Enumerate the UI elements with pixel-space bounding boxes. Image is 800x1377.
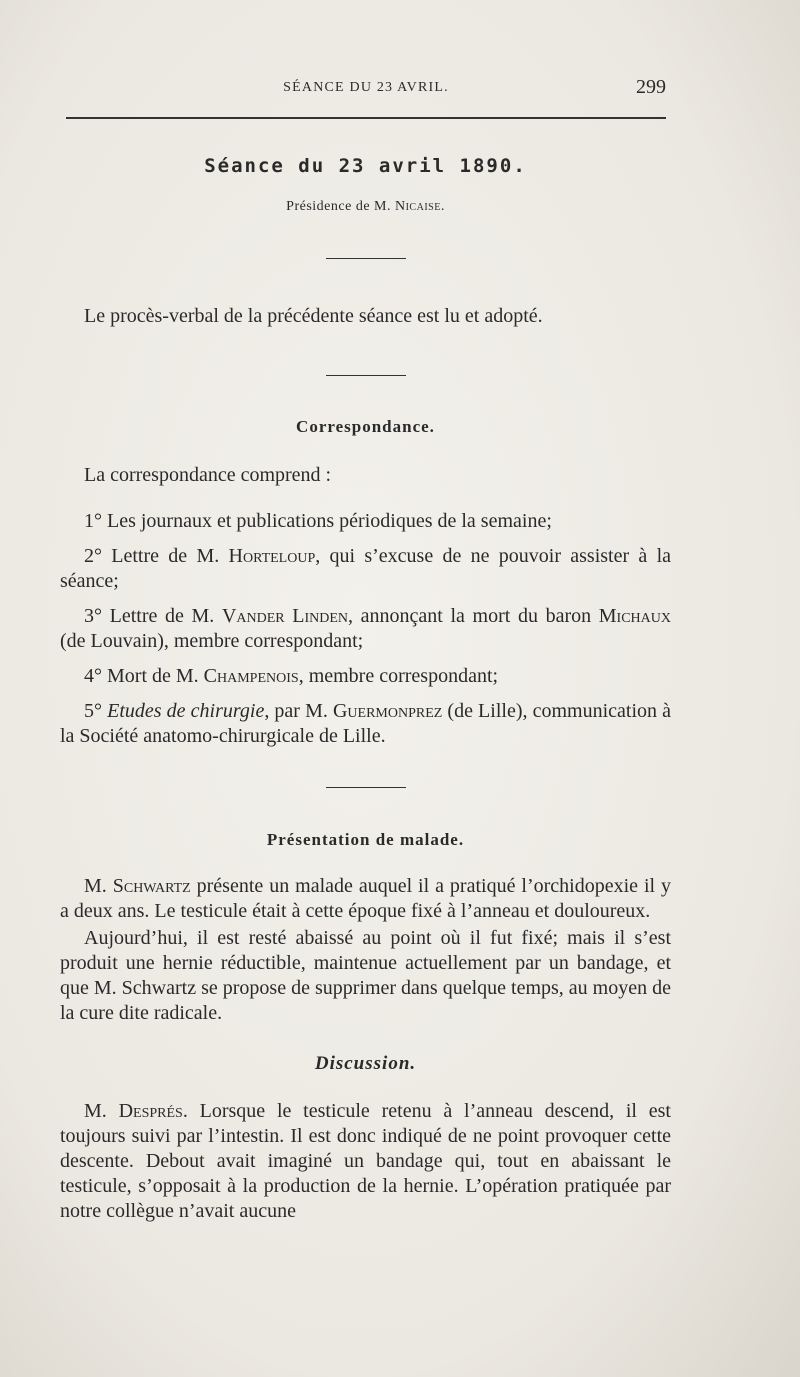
item-5-text-b: , par M.	[264, 700, 333, 722]
correspondance-item-3	[60, 604, 671, 654]
presidence-prefix: Présidence de M.	[286, 199, 395, 214]
item-5-text-a: 5°	[84, 700, 108, 722]
person-name: Michaux	[598, 605, 671, 627]
item-5-text-c: (de Lille), communication à la Société anatomo-chirurgicale de Lille.	[60, 700, 671, 747]
discussion-heading: Discussion.	[314, 1053, 417, 1074]
person-name: Després	[118, 1100, 183, 1122]
presentation-paragraph-1	[60, 874, 671, 924]
person-name: Champenois	[203, 665, 299, 687]
discussion-paragraph-1	[60, 1099, 671, 1224]
person-name: Schwartz	[112, 875, 191, 897]
separator-rule	[326, 375, 406, 376]
presentation-p1-b: présente un malade auquel il a pratiqué l’orchidopexie il y a deux ans. Le testicule était à cette époque fixé à l’anneau et douloureux.	[60, 875, 671, 922]
item-4-text-a: 4° Mort de M.	[84, 665, 204, 687]
president-name: Nicaise	[394, 199, 441, 214]
presentation-p1-a: M.	[84, 875, 113, 897]
header-rule	[66, 117, 666, 119]
presentation-heading: Présentation de malade.	[266, 830, 465, 849]
proces-verbal: Le procès-verbal de la précédente séance est lu et adopté.	[84, 305, 543, 327]
correspondance-item-4	[60, 664, 671, 689]
item-2-text-a: 2° Lettre de M.	[84, 545, 229, 567]
separator-rule	[326, 258, 406, 259]
item-3-text-b: , annonçant la mort du baron	[348, 605, 599, 627]
person-name: Vander Linden	[221, 605, 349, 627]
correspondance-intro: La correspondance comprend :	[84, 464, 332, 486]
item-3-text-a: 3° Lettre de M.	[84, 605, 222, 627]
page-number: 299	[636, 76, 666, 98]
session-title: Séance du 23 avril 1890.	[204, 155, 527, 177]
item-2-text-b: , qui s’excuse de ne pouvoir assister à la séance;	[60, 545, 672, 592]
separator-rule	[326, 787, 406, 788]
presidence-line	[60, 199, 671, 215]
presentation-paragraph-2: Aujourd’hui, il est resté abaissé au point où il fut fixé; mais il s’est produit une hernie réductible, maintenue actuellement par un bandage, et que M. Schwartz se propose de supprimer dans quelque temps, au moyen de la cure dite radicale.	[60, 927, 671, 1024]
work-title: Etudes de chirurgie	[107, 700, 265, 722]
correspondance-item-2	[60, 544, 671, 594]
page-body	[60, 155, 671, 1224]
discussion-p1-b: . Lorsque le testicule retenu à l’anneau descend, il est toujours suivi par l’intestin. Il est donc indiqué de ne point provoquer cette descente. Debout avait imaginé un bandage qui, tout en abaissant le testicule, s’opposait à la production de la hernie. L’opération pratiquée par notre collègue n’avait aucune	[60, 1100, 671, 1222]
item-3-text-c: (de Louvain), membre correspondant;	[60, 630, 364, 652]
presidence-suffix: .	[440, 199, 445, 214]
page-header	[66, 76, 666, 104]
running-title: SÉANCE DU 23 AVRIL.	[283, 80, 449, 95]
discussion-p1-a: M.	[84, 1100, 119, 1122]
correspondance-heading: Correspondance.	[296, 417, 435, 436]
item-4-text-b: , membre correspondant;	[298, 665, 499, 687]
person-name: Horteloup	[228, 545, 316, 567]
correspondance-item-1: 1° Les journaux et publications périodiques de la semaine;	[84, 510, 552, 532]
person-name: Guermonprez	[332, 700, 443, 722]
correspondance-item-5	[60, 699, 671, 749]
